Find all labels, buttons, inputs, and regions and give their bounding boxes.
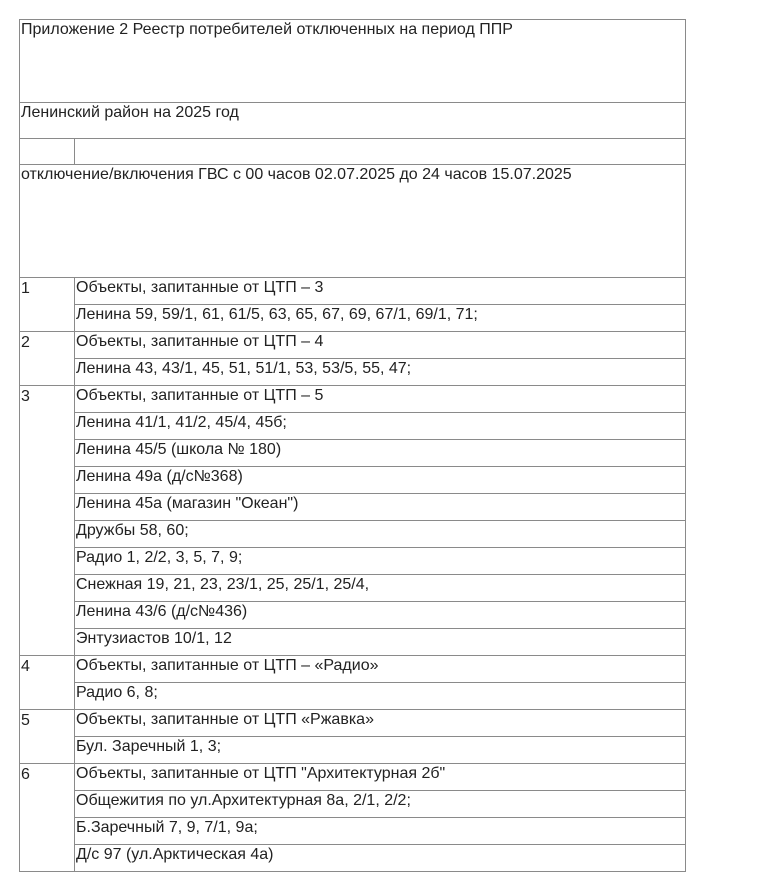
address-cell: Ленина 43, 43/1, 45, 51, 51/1, 53, 53/5, 55, 47;	[75, 359, 686, 386]
blank-cell-number	[20, 139, 75, 165]
address-row	[20, 548, 686, 575]
address-row	[20, 305, 686, 332]
address-cell: Дружбы 58, 60;	[75, 521, 686, 548]
address-cell: Ленина 59, 59/1, 61, 61/5, 63, 65, 67, 69, 67/1, 69/1, 71;	[75, 305, 686, 332]
address-row	[20, 359, 686, 386]
group-number: 6	[20, 764, 75, 872]
address-cell: Общежития по ул.Архитектурная 8а, 2/1, 2/2;	[75, 791, 686, 818]
period-row	[20, 165, 686, 278]
outage-period: отключение/включения ГВС с 00 часов 02.07.2025 до 24 часов 15.07.2025	[20, 165, 686, 278]
address-row	[20, 791, 686, 818]
address-cell: Энтузиастов 10/1, 12	[75, 629, 686, 656]
address-row	[20, 440, 686, 467]
address-cell: Ленина 49а (д/с№368)	[75, 467, 686, 494]
address-cell: Б.Заречный 7, 9, 7/1, 9а;	[75, 818, 686, 845]
group-header-row	[20, 332, 686, 359]
address-row	[20, 575, 686, 602]
address-cell: Д/с 97 (ул.Арктическая 4а)	[75, 845, 686, 872]
address-cell: Ленина 43/6 (д/с№436)	[75, 602, 686, 629]
group-header: Объекты, запитанные от ЦТП – 4	[75, 332, 686, 359]
address-cell: Бул. Заречный 1, 3;	[75, 737, 686, 764]
group-header: Объекты, запитанные от ЦТП «Ржавка»	[75, 710, 686, 737]
address-cell: Снежная 19, 21, 23, 23/1, 25, 25/1, 25/4,	[75, 575, 686, 602]
consumer-registry-table	[19, 19, 686, 872]
district-row	[20, 103, 686, 139]
address-row	[20, 602, 686, 629]
blank-row	[20, 139, 686, 165]
district-label: Ленинский район на 2025 год	[20, 103, 686, 139]
group-header: Объекты, запитанные от ЦТП "Архитектурная 2б"	[75, 764, 686, 791]
address-cell: Ленина 45а (магазин "Океан")	[75, 494, 686, 521]
address-cell: Ленина 45/5 (школа № 180)	[75, 440, 686, 467]
address-row	[20, 413, 686, 440]
group-header-row	[20, 656, 686, 683]
address-row	[20, 818, 686, 845]
group-number: 1	[20, 278, 75, 332]
address-row	[20, 629, 686, 656]
address-cell: Ленина 41/1, 41/2, 45/4, 45б;	[75, 413, 686, 440]
address-row	[20, 521, 686, 548]
group-number: 4	[20, 656, 75, 710]
group-header-row	[20, 278, 686, 305]
address-row	[20, 467, 686, 494]
address-row	[20, 737, 686, 764]
address-row	[20, 683, 686, 710]
document-title: Приложение 2 Реестр потребителей отключенных на период ППР	[20, 20, 686, 103]
group-header-row	[20, 710, 686, 737]
address-row	[20, 845, 686, 872]
address-row	[20, 494, 686, 521]
group-number: 2	[20, 332, 75, 386]
group-header: Объекты, запитанные от ЦТП – 3	[75, 278, 686, 305]
group-header: Объекты, запитанные от ЦТП – «Радио»	[75, 656, 686, 683]
group-header-row	[20, 764, 686, 791]
group-header: Объекты, запитанные от ЦТП – 5	[75, 386, 686, 413]
group-number: 5	[20, 710, 75, 764]
blank-cell-content	[75, 139, 686, 165]
title-row	[20, 20, 686, 103]
address-cell: Радио 1, 2/2, 3, 5, 7, 9;	[75, 548, 686, 575]
group-number: 3	[20, 386, 75, 656]
address-cell: Радио 6, 8;	[75, 683, 686, 710]
group-header-row	[20, 386, 686, 413]
registry-body	[20, 20, 686, 872]
